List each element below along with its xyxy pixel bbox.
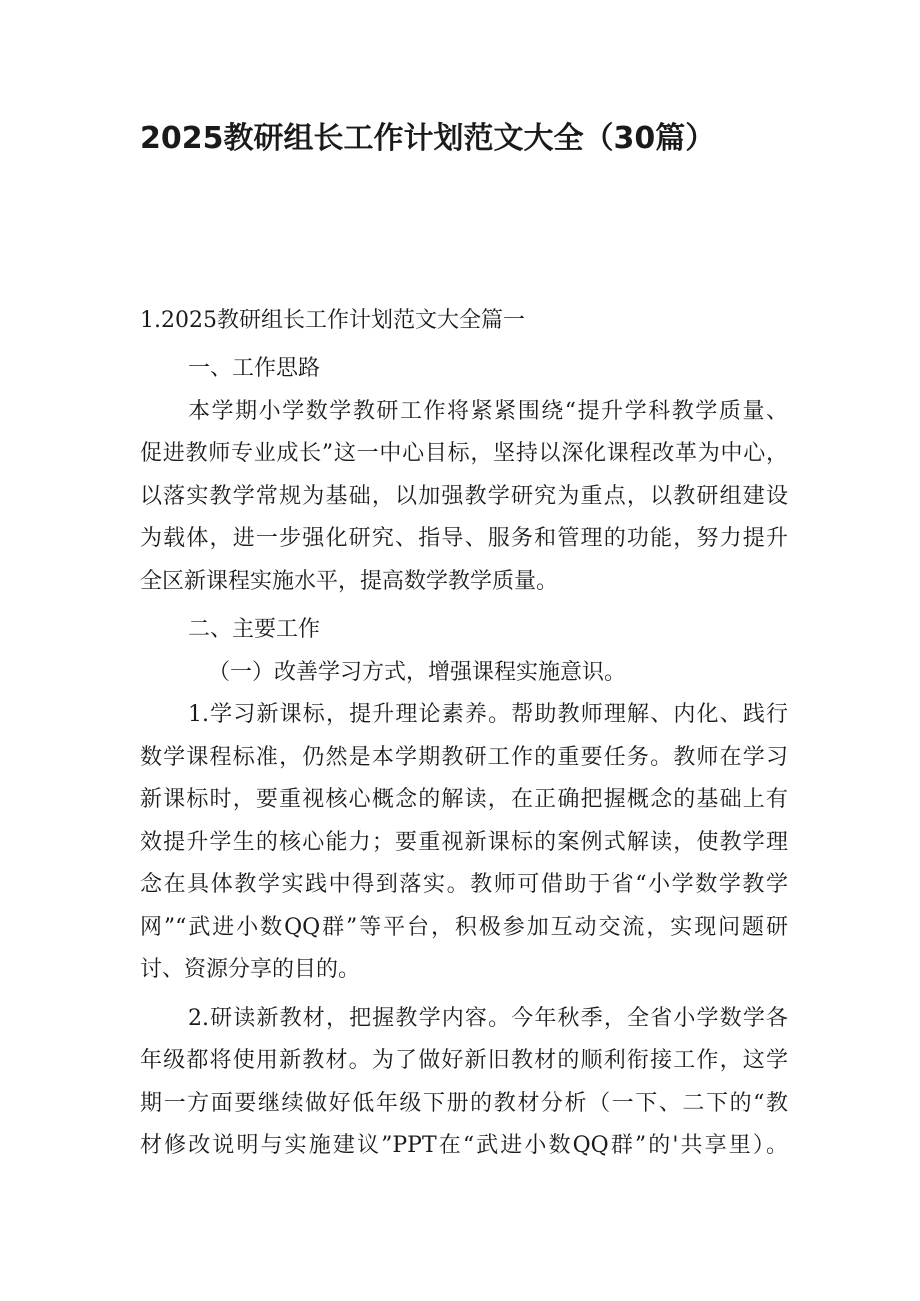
section-title: 1.2025教研组长工作计划范文大全篇一 — [140, 308, 525, 333]
paragraph-line: 1.学习新课标，提升理论素养。帮助教师理解、内化、践行 — [188, 702, 788, 727]
paragraph-line: 本学期小学数学教研工作将紧紧围绕“提升学科教学质量、 — [188, 398, 788, 424]
paragraph-line: 2.研读新教材，把握教学内容。今年秋季，全省小学数学各 — [188, 1005, 788, 1031]
paragraph-line: 念在具体教学实践中得到落实。教师可借助于省“小学数学教学 — [140, 872, 788, 897]
subheading-learning-method: （一）改善学习方式，增强课程实施意识。 — [208, 659, 627, 685]
paragraph-line: 新课标时，要重视核心概念的解读，在正确把握概念的基础上有 — [140, 787, 788, 812]
document-title: 2025教研组长工作计划范文大全（30篇） — [140, 121, 716, 156]
paragraph-line: 为载体，进一步强化研究、指导、服务和管理的功能，努力提升 — [140, 526, 788, 551]
document-body — [140, 300, 788, 1168]
heading-main-work: 二、主要工作 — [188, 617, 321, 642]
paragraph-line: 材修改说明与实施建议”PPT在“武进小数QQ群”的'共享里）。 — [140, 1133, 788, 1158]
paragraph-line: 效提升学生的核心能力；要重视新课标的案例式解读，使教学理 — [140, 829, 788, 855]
paragraph-line: 讨、资源分享的目的。 — [140, 957, 361, 982]
paragraph-line: 以落实教学常规为基础，以加强教学研究为重点，以教研组建设 — [140, 483, 788, 509]
paragraph-line: 期一方面要继续做好低年级下册的教材分析（一下、二下的“教 — [140, 1090, 788, 1116]
paragraph-new-textbooks — [140, 998, 788, 1168]
paragraph-line: 数学课程标准，仍然是本学期教研工作的重要任务。教师在学习 — [140, 744, 788, 770]
paragraph-work-ideas — [140, 391, 788, 604]
paragraph-line: 全区新课程实施水平，提高数学教学质量。 — [140, 568, 559, 594]
paragraph-line: 年级都将使用新教材。为了做好新旧教材的顺利衔接工作，这学 — [140, 1048, 788, 1073]
paragraph-new-standards — [140, 694, 788, 992]
paragraph-line: 网”“武进小数QQ群”等平台，积极参加互动交流，实现问题研 — [140, 914, 788, 940]
heading-work-ideas: 一、工作思路 — [188, 356, 321, 381]
paragraph-line: 促进教师专业成长”这一中心目标，坚持以深化课程改革为中心， — [140, 441, 788, 466]
